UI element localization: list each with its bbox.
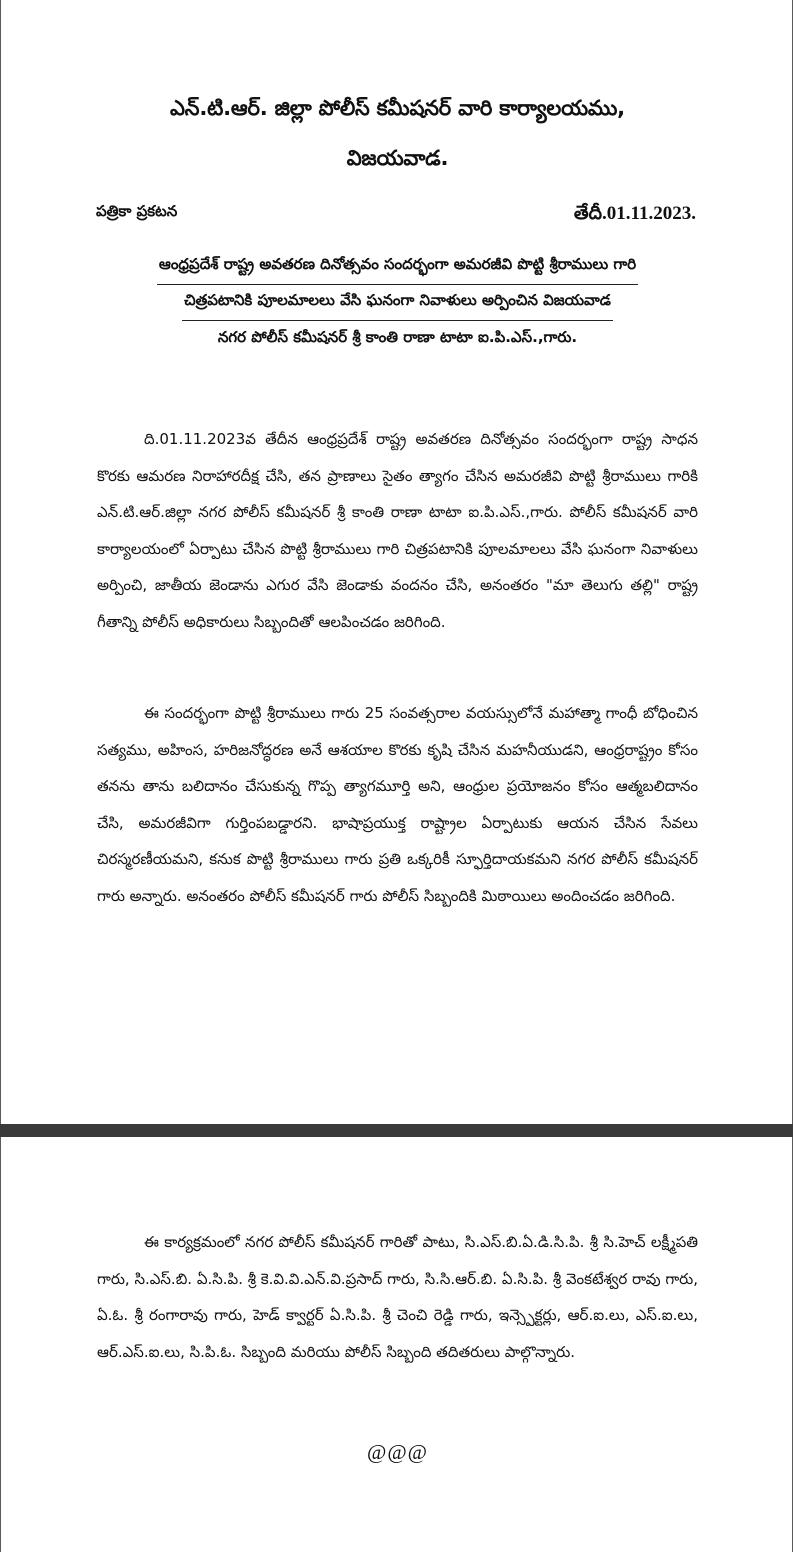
subject-heading-line-2: [1, 291, 793, 321]
subject-text-2: చిత్రపటానికి పూలమాలలు వేసి ఘనంగా నివాళులు అర్పించిన విజయవాడ: [182, 291, 613, 321]
body-paragraph-1: ది.01.11.2023వ తేదీన ఆంధ్రప్రదేశ్ రాష్ట్ర అవతరణ దినోత్సవం సందర్భంగా రాష్ట్ర సాధన కొరకు ఆమరణ నిరాహారదీక్ష చేసి, తన ప్రాణాలు సైతం త్యాగం చేసిన అమరజీవి పొట్టి శ్రీరాములు గారికి ఎన్.టి.ఆర్.జిల్లా నగర పోలీస్ కమీషనర్ శ్రీ కాంతి రాణా టాటా ఐ.పి.ఎస్.,గారు. పోలీస్ కమీషనర్ వారి కార్యాలయంలో ఏర్పాటు చేసిన పొట్టి శ్రీరాములు గారి చిత్రపటానికి పూలమాలలు వేసి ఘనంగా నివాళులు అర్పించి, జాతీయ జెండాను ఎగుర వేసి జెండాకు వందనం చేసి, అనంతరం "మా తెలుగు తల్లి" రాష్ట్ర గీతాన్ని పోలీస్ అధికారులు సిబ్బందితో ఆలపించడం జరిగింది.: [97, 430, 698, 631]
subject-heading-line-3: [1, 328, 793, 357]
press-release-label: పత్రికా ప్రకటన: [96, 202, 178, 220]
body-paragraph-3: ఈ కార్యక్రమంలో నగర పోలీస్ కమీషనర్ గారితో పాటు, సి.ఎస్.బి.ఏ.డి.సి.పి. శ్రీ సి.హెచ్ లక్ష్మీపతి గారు, సి.ఎస్.బి. ఏ.సి.పి. శ్రీ కె.వి.వి.ఎన్.వి.ప్రసాద్ గారు, సి.సి.ఆర్.బి. ఏ.సి.పి. శ్రీ వెంకటేశ్వర రావు గారు, ఏ.ఓ. శ్రీ రంగారావు గారు, హెడ్ క్వార్టర్ ఏ.సి.పి. శ్రీ చెంచి రెడ్డి గారు, ఇన్స్పెక్టర్లు, ఆర్.ఐ.లు, ఎస్.ఐ.లు, ఆర్.ఎస్.ఐ.లు, సి.పి.ఓ. సిబ్బంది మరియు పోలీస్ సిబ్బంది తదితరులు పాల్గొన్నారు.: [97, 1233, 698, 1361]
closing-mark: @@@: [366, 1440, 429, 1464]
body-paragraph-2: ఈ సందర్భంగా పొట్టి శ్రీరాములు గారు 25 సంవత్సరాల వయస్సులోనే మహాత్మా గాంధీ బోధించిన సత్యము, అహింస, హరిజనోద్ధరణ అనే ఆశయాల కొరకు కృషి చేసిన మహనీయుడని, ఆంధ్రరాష్ట్రం కోసం తనను తాను బలిదానం చేసుకున్న గొప్ప త్యాగమూర్తి అని, ఆంధ్రుల ప్రయోజనం కోసం ఆత్మబలిదానం చేసి, అమరజీవిగా గుర్తింపబడ్డారని. భాషాప్రయుక్త రాష్ట్రాల ఏర్పాటుకు ఆయన చేసిన సేవలు చిరస్మరణీయమని, కనుక పొట్టి శ్రీరాములు గారు ప్రతి ఒక్కరికీ స్ఫూర్తిదాయకమని నగర పోలీస్ కమీషనర్ గారు అన్నారు. అనంతరం పోలీస్ కమీషనర్ గారు పోలీస్ సిబ్బందికి మిఠాయిలు అందించడం జరిగింది.: [97, 704, 698, 905]
subject-heading-line-1: [1, 255, 793, 285]
office-city: విజయవాడ.: [346, 146, 449, 170]
document-page-2: [0, 1137, 793, 1552]
release-date: తేదీ.01.11.2023.: [573, 203, 696, 224]
subject-text-1: ఆంధ్రప్రదేశ్ రాష్ట్ర అవతరణ దినోత్సవం సందర్భంగా అమరజీవి పొట్టి శ్రీరాములు గారి: [157, 255, 638, 285]
office-title: ఎన్.టి.ఆర్. జిల్లా పోలీస్ కమీషనర్ వారి కార్యాలయము,: [170, 96, 625, 120]
page-separator: [0, 1124, 793, 1137]
subject-text-3: నగర పోలీస్ కమీషనర్ శ్రీ కాంతి రాణా టాటా ఐ.పి.ఎస్.,గారు.: [217, 328, 578, 346]
